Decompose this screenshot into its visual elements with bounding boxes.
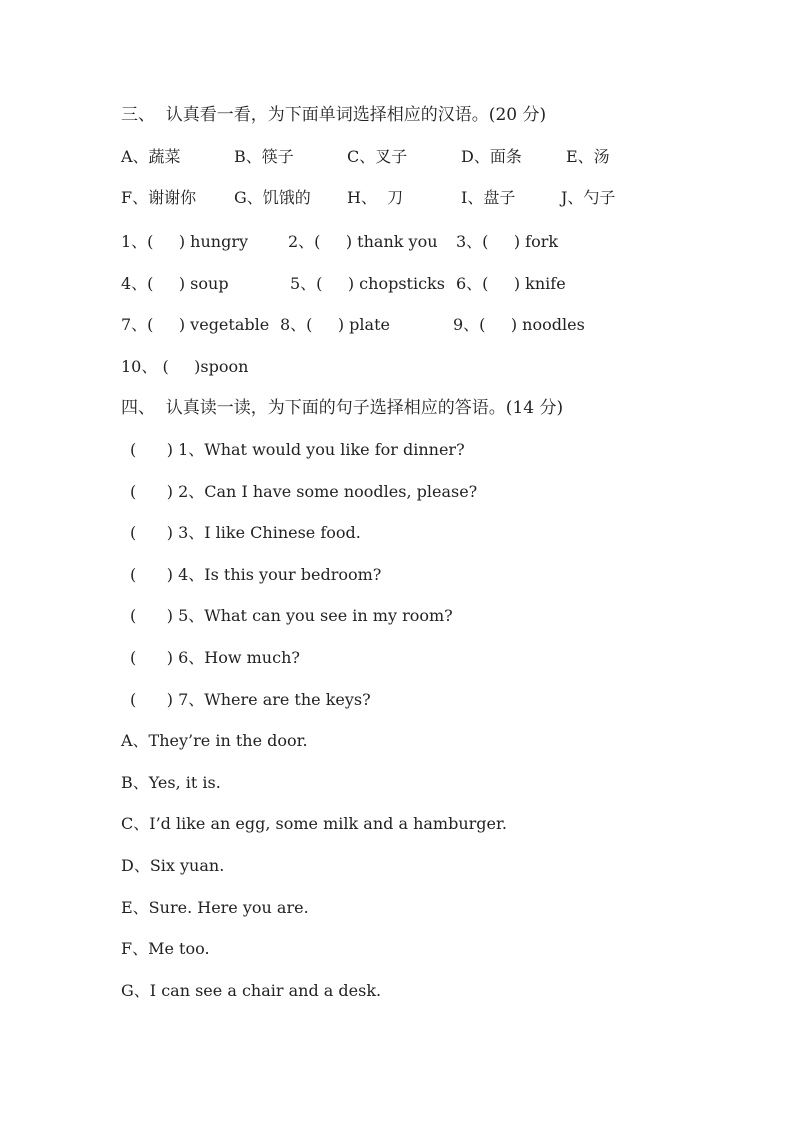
dialog-question-6: ( ) 6、How much? <box>130 648 300 667</box>
word-question-2: 2、( ) thank you <box>288 232 438 251</box>
word-question-6: 6、( ) knife <box>456 274 566 293</box>
answer-f: F、Me too. <box>121 939 210 958</box>
option-d: D、面条 <box>461 147 522 166</box>
option-f: F、谢谢你 <box>121 188 197 207</box>
section-3-heading: 三、 认真看一看，为下面单词选择相应的汉语。(20 分) <box>121 105 547 125</box>
section-4-heading: 四、 认真读一读，为下面的句子选择相应的答语。(14 分) <box>121 398 564 418</box>
dialog-question-3: ( ) 3、I like Chinese food. <box>130 523 361 542</box>
option-b: B、筷子 <box>234 147 294 166</box>
answer-e: E、Sure. Here you are. <box>121 898 309 917</box>
answer-c: C、I’d like an egg, some milk and a hamburger. <box>121 814 507 833</box>
option-j: J、勺子 <box>561 188 616 207</box>
answer-b: B、Yes, it is. <box>121 773 221 792</box>
word-question-4: 4、( ) soup <box>121 274 229 293</box>
word-question-9: 9、( ) noodles <box>453 315 585 334</box>
word-question-5: 5、( ) chopsticks <box>290 274 445 293</box>
dialog-question-2: ( ) 2、Can I have some noodles, please? <box>130 482 478 501</box>
word-question-3: 3、( ) fork <box>456 232 559 251</box>
option-a: A、蔬菜 <box>121 147 181 166</box>
word-question-8: 8、( ) plate <box>280 315 390 334</box>
dialog-question-5: ( ) 5、What can you see in my room? <box>130 606 453 625</box>
option-i: I、盘子 <box>461 188 516 207</box>
word-question-1: 1、( ) hungry <box>121 232 249 251</box>
option-c: C、叉子 <box>347 147 408 166</box>
word-question-10: 10、 ( )spoon <box>121 357 249 376</box>
option-h: H、 刀 <box>347 188 404 207</box>
answer-g: G、I can see a chair and a desk. <box>121 981 382 1000</box>
answer-d: D、Six yuan. <box>121 856 225 875</box>
option-g: G、饥饿的 <box>234 188 311 207</box>
option-e: E、汤 <box>566 147 610 166</box>
answer-a: A、They’re in the door. <box>121 731 308 750</box>
word-question-7: 7、( ) vegetable <box>121 315 270 334</box>
dialog-question-4: ( ) 4、Is this your bedroom? <box>130 565 382 584</box>
dialog-question-1: ( ) 1、What would you like for dinner? <box>130 440 465 459</box>
dialog-question-7: ( ) 7、Where are the keys? <box>130 690 371 709</box>
